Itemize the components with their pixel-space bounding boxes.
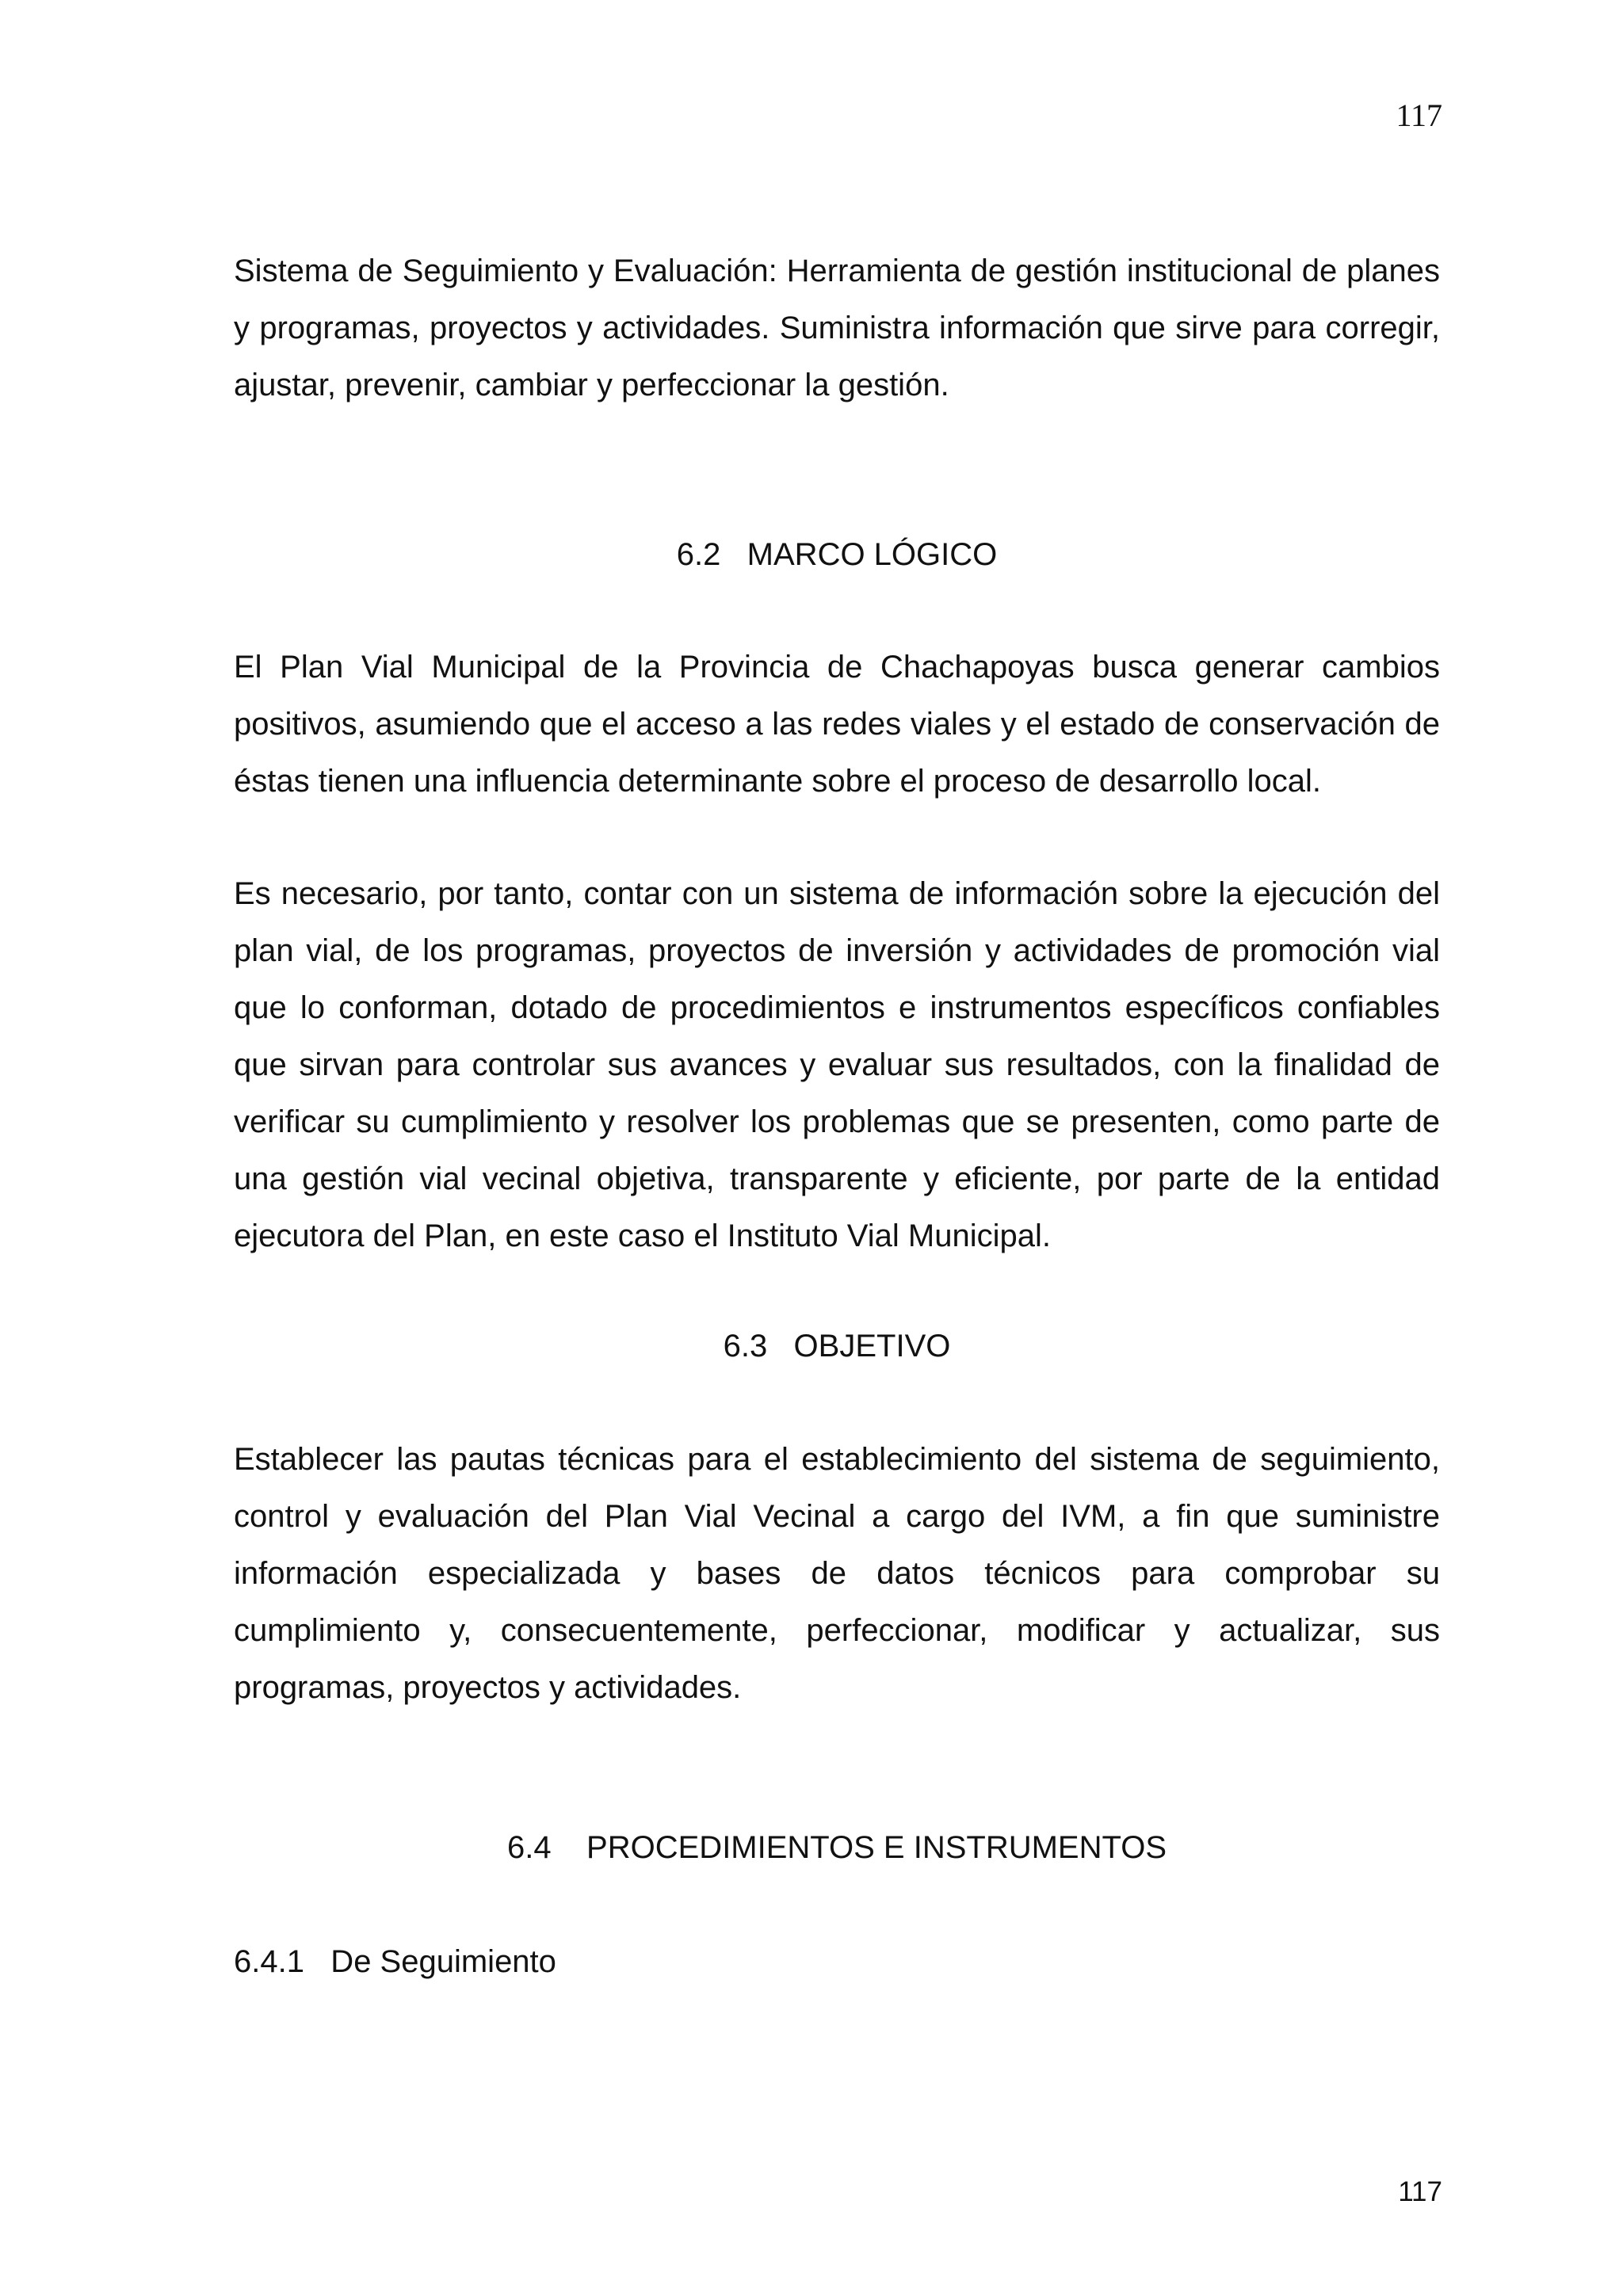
paragraph-es-necesario: Es necesario, por tanto, contar con un sistema de información sobre la ejecución del plan vial, de los programas, proyectos de inversión y actividades de promoción vial que lo conforman, dotado de procedimientos e instrumentos específicos confiables que sirvan para controlar sus avances y evaluar sus resultados, con la finalidad de verificar su cumplimiento y resolver los problemas que se presenten, como parte de una gestión vial vecinal objetiva, transparente y eficiente, por parte de la entidad ejecutora del Plan, en este caso el Instituto Vial Municipal. (234, 876, 1440, 1253)
heading-procedimientos-instrumentos: 6.4 PROCEDIMIENTOS E INSTRUMENTOS (507, 1830, 1167, 1865)
heading-marco-logico: 6.2 MARCO LÓGICO (676, 537, 998, 572)
paragraph-establecer: Establecer las pautas técnicas para el establecimiento del sistema de seguimiento, control y evaluación del Plan Vial Vecinal a cargo del IVM, a fin que suministre información especializada y bases de datos técnicos para comprobar su cumplimiento y, consecuentemente, perfeccionar, modificar y actualizar, sus programas, proyectos y actividades. (234, 1442, 1440, 1705)
paragraph-sistema-seguimiento: Sistema de Seguimiento y Evaluación: Herramienta de gestión institucional de planes y programas, proyectos y actividades. Suministra información que sirve para corregir, ajustar, prevenir, cambiar y perfeccionar la gestión. (234, 254, 1440, 402)
paragraph-plan-vial: El Plan Vial Municipal de la Provincia de Chachapoyas busca generar cambios positivos, asumiendo que el acceso a las redes viales y el estado de conservación de éstas tienen una influencia determinante sobre el proceso de desarrollo local. (234, 650, 1440, 799)
page-number-footer: 117 (1398, 2176, 1442, 2207)
subheading-de-seguimiento: 6.4.1 De Seguimiento (234, 1944, 556, 1979)
heading-objetivo: 6.3 OBJETIVO (723, 1329, 951, 1363)
page-number-header: 117 (1396, 97, 1442, 133)
